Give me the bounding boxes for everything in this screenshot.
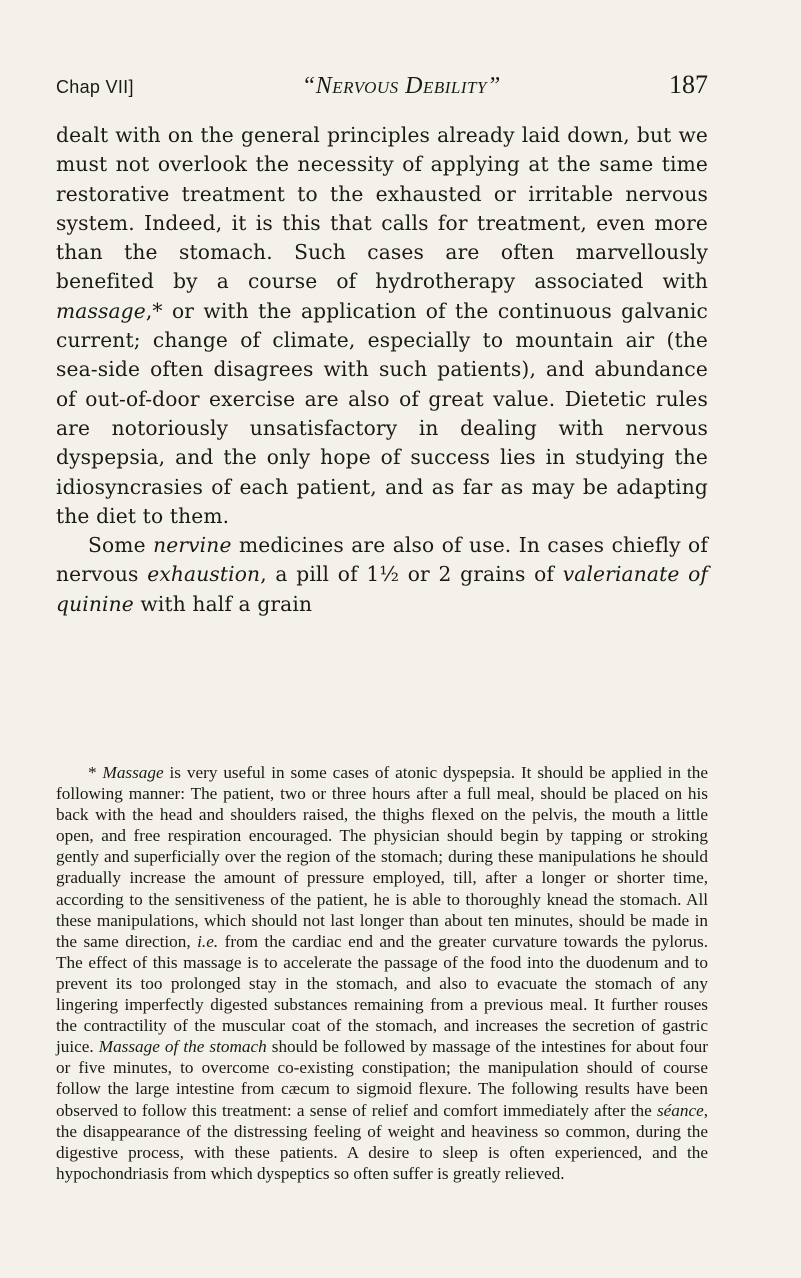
footnote-emphasis-seance: séance <box>656 1100 704 1120</box>
chapter-label: Chap VII] <box>56 77 134 97</box>
footnote-emphasis-ie: i.e. <box>197 931 219 951</box>
page-number: 187 <box>668 70 708 99</box>
emphasis-massage: massage <box>56 298 146 323</box>
running-title: “Nervous Debility” <box>301 73 501 99</box>
emphasis-valerianate: valerianate of quinine <box>56 562 709 616</box>
paragraph-1: dealt with on the general principles already laid down, but we must not overlook the necessity of applying at the same time restorative treatment to the exhausted or irritable nervous system. Indeed, it is this that calls for treatment, even more than the stomach. Such cases are often marvellously benefited by a course of hydrotherapy associated with massage,* or with the application of the continuous galvanic current; change of climate, especially to mountain air (the sea-side often disagrees with such patients), and abundance of out-of-door exercise are also of great value. Dietetic rules are notoriously unsatisfactory in dealing with nervous dyspepsia, and the only hope of success lies in studying the idiosyncrasies of each patient, and as far as may be adapting the diet to them. <box>56 123 708 528</box>
paragraph-2: Some nervine medicines are also of use. In cases chiefly of nervous exhaustion, a pill of 1½ or 2 grains of valerianate of quinine with half a grain <box>56 533 709 616</box>
main-text <box>56 121 708 619</box>
footnote: * Massage is very useful in some cases of atonic dyspepsia. It should be applied in the following manner: The patient, two or three hours after a full meal, should be placed on his back with the head and shoulders raised, the thighs flexed on the pelvis, the mouth a little open, and free respiration encouraged. The physician should begin by tapping or stroking gently and superficially over the region of the stomach; during these manipulations he should gradually increase the amount of pressure employed, till, after a longer or shorter time, according to the sensitiveness of the patient, he is able to thoroughly knead the stomach. All these manipulations, which should not last longer than about ten minutes, should be made in the same direction, i.e. from the cardiac end and the greater curvature towards the pylorus. The effect of this massage is to accelerate the passage of the food into the duodenum and to prevent its too prolonged stay in the stomach, and also to evacuate the stomach of any lingering imperfectly digested substances remaining from a previous meal. It further rouses the contractility of the muscular coat of the stomach, and increases the secretion of gastric juice. Massage of the stomach should be followed by massage of the intestines for about four or five minutes, to overcome co-existing constipation; the manipulation should of course follow the large intestine from cæcum to sigmoid flexure. The following results have been observed to follow this treatment: a sense of relief and comfort immediately after the séance, the disappearance of the distressing feeling of weight and heaviness so common, during the digestive process, with these patients. A desire to sleep is often experienced, and the hypochondriasis from which dyspeptics so often suffer is greatly relieved. <box>56 763 709 1183</box>
footnote-emphasis-massage: Massage <box>102 763 164 782</box>
emphasis-exhaustion: exhaustion <box>147 562 261 587</box>
footnote-emphasis-massage-stomach: Massage of the stomach <box>98 1037 267 1057</box>
emphasis-nervine: nervine <box>153 533 232 558</box>
page-header <box>56 70 708 110</box>
